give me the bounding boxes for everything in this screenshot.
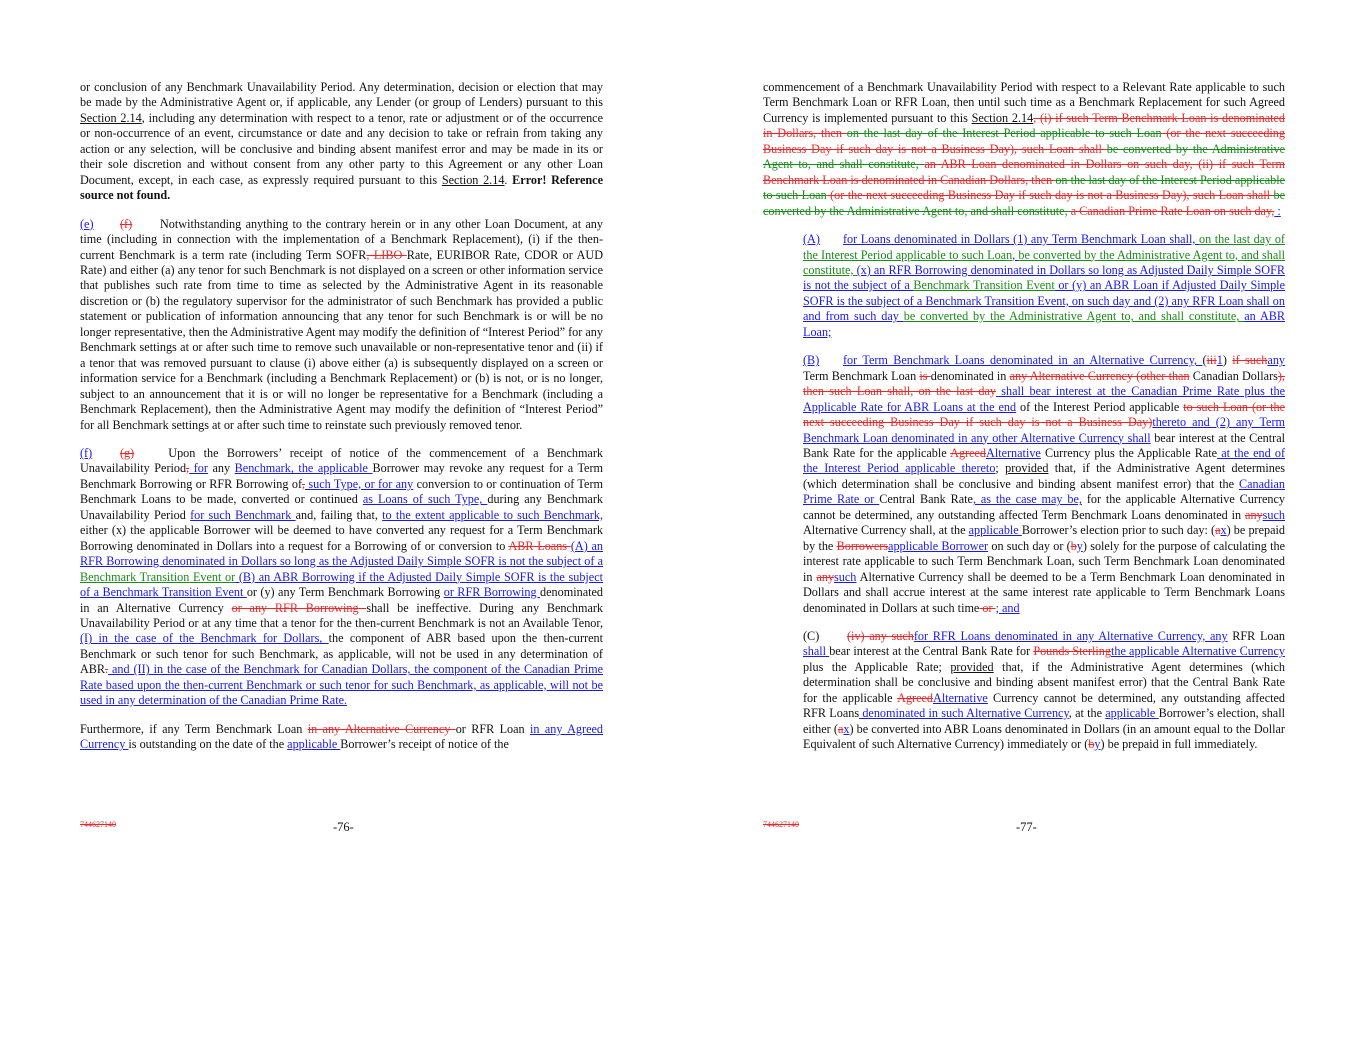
page-77 — [763, 80, 1285, 753]
text-run: is outstanding on the date of the — [128, 737, 288, 752]
inserted-text: applicable — [1105, 706, 1159, 721]
deleted-text: in any Alternative Currency — [307, 721, 456, 736]
inserted-text: to the extent applicable to such Benchmark, — [382, 507, 604, 522]
inserted-text: (B) — [803, 353, 820, 368]
text-run: for the applicable Alternative Currency cannot be determined, any outstanding affected Term Benchmark Loans denominated in — [803, 492, 1286, 522]
text-run: on such day or ( — [988, 538, 1071, 553]
paragraph-number-old — [120, 217, 160, 232]
deleted-text: a — [1215, 523, 1221, 538]
text-run: Currency cannot be determined, any outstanding affected RFR Loans — [803, 690, 1285, 721]
inserted-text: an ABR Loan; — [803, 309, 1285, 339]
inserted-text: (A) an RFR Borrowing denominated in Dollars so long as the Adjusted Daily Simple SOFR is not the subject of a — [80, 538, 604, 569]
moved-text: on the last day of the Interest Period applicable to such Loan — [763, 172, 1285, 203]
text-run: shall be ineffective. During any Benchmark Unavailability Period or at any time that a tenor for the then-current Benchmark is not an Available Tenor, — [80, 600, 604, 630]
text-run: or conclusion of any Benchmark Unavailability Period. Any determination, decision or election that may be made by the Administrative Agent or, if applicable, any Lender (or group of Lenders) pursuant to this — [80, 80, 603, 110]
deleted-text: , — [186, 461, 190, 476]
inserted-text: as Loans of such Type, — [362, 492, 488, 507]
inserted-text: denominated in such Alternative Currency — [859, 706, 1069, 721]
deleted-text: is — [919, 368, 931, 383]
text-run: either (x) the applicable Borrower will be deemed to have converted any request for a Term Benchmark Borrowing denominated in Dollars into a request for a Borrowing of or conversion to — [80, 523, 603, 553]
inserted-text: , as the case may be, — [972, 492, 1082, 507]
subparagraph-a — [763, 232, 1285, 340]
deleted-text: a — [837, 721, 844, 736]
deleted-text: (or the next succeeding Business Day if such day is not a Business Day), such Loan shall — [826, 188, 1274, 203]
deleted-text: any Alternative Currency (other than — [1009, 368, 1190, 383]
text-run: or RFR Loan — [455, 721, 531, 736]
deleted-text: (g) — [120, 445, 135, 460]
paragraph-continuation — [763, 80, 1285, 219]
inserted-text: for RFR Loans denominated in any Alternative Currency, any — [913, 628, 1228, 643]
deleted-text: Borrowers — [836, 538, 889, 553]
text-run: bear interest at the Central Bank Rate for the applicable — [803, 430, 1286, 460]
text-run: ( — [1202, 353, 1207, 368]
text-run: Borrower may revoke any request for a Term Benchmark Borrowing or RFR Borrowing of — [80, 461, 604, 491]
deleted-text: (f) — [120, 216, 133, 231]
text-run: during any Benchmark Unavailability Period — [80, 492, 603, 522]
deleted-text: (or the next succeeding Business Day if such day is not a Business Day), such Loan shall — [763, 126, 1285, 156]
text-run: Canadian Dollars — [1189, 368, 1278, 383]
moved-text: Benchmark Transition Event or — [80, 569, 236, 584]
moved-text: be converted by the Administrative Agent to, and shall constitute, — [763, 141, 1285, 172]
text-run: or (y) any Term Benchmark Borrowing — [246, 585, 444, 600]
text-run: , at the — [1068, 706, 1106, 721]
text-run: that, if the Administrative Agent determines (which determination shall be conclusive and binding absent manifest error) that the — [803, 461, 1285, 491]
inserted-text: any — [1267, 353, 1286, 368]
inserted-text: : — [1274, 203, 1281, 218]
inserted-text: such — [834, 569, 857, 584]
text-run: Central Bank Rate — [879, 492, 973, 507]
text-run: Alternative Currency shall be deemed to be a Term Benchmark Loan denominated in Dollars and shall accrue interest at the same interest rate applicable to Term Benchmark Loans denominated in Dollars at such time — [803, 569, 1285, 615]
inserted-text: Alternative — [986, 445, 1041, 460]
text-run: any — [207, 461, 235, 476]
inserted-text: (B) an ABR Borrowing if the Adjusted Daily Simple SOFR is the subject of a Benchmark Transition Event — [80, 569, 604, 600]
text-run: Rate, EURIBOR Rate, CDOR or AUD Rate) and either (a) any tenor for such Benchmark is not displayed on a screen or other information service that publishes such rate from time to time as selected by the Administrative Agent in its reasonable discretion or (b) the regulatory supervisor for the administrator of such Benchmark has provided a public statement or publication of information announcing that any tenor for such Benchmark is or will be no longer representative, then the Administrative Agent may modify the definition of “Interest Period” for any Benchmark settings at or after such time to remove such unavailable or non-representative tenor and (ii) if a tenor that was removed pursuant to clause (i) above either (a) is subsequently displayed on a screen or information service for a Benchmark (including a Benchmark Replacement) or (b) is not, or is no longer, subject to an announcement that it is or will no longer be representative for a Benchmark (including a Benchmark Replacement), then the Administrative Agent may modify the definition of “Interest Period” for all Benchmark settings at or after such time to reinstate such previously removed tenor. — [80, 247, 603, 432]
deleted-text: Agreed — [897, 690, 934, 705]
text-run: Borrower’s election, shall either ( — [803, 706, 1285, 736]
inserted-text: and (II) in the case of the Benchmark for Canadian Dollars, the component of the Canadian Prime Rate based upon the then-current Benchmark or such tenor for such Benchmark, as applicable, will not be used in any determination of the Canadian Prime Rate. — [80, 662, 603, 708]
document-id: 744627140 — [763, 820, 799, 829]
text-run: bear interest at the Central Bank Rate for — [829, 644, 1034, 659]
text-run: Term Benchmark Loan — [803, 368, 920, 383]
paragraph-number — [80, 217, 120, 232]
deleted-text: any — [1245, 507, 1263, 522]
paragraph-f — [80, 446, 603, 709]
inserted-text: applicable — [287, 737, 341, 752]
inserted-text: Alternative — [933, 690, 988, 705]
moved-text: Benchmark Transition Event — [913, 278, 1055, 293]
inserted-text: in any Agreed Currency — [80, 721, 604, 752]
inserted-text: applicable — [968, 523, 1022, 538]
deleted-text: Agreed — [950, 445, 987, 460]
inserted-text: thereto and (2) any Term Benchmark Loan denominated in any other Alternative Currency shall — [803, 415, 1285, 445]
inserted-text: or RFR Borrowing — [443, 585, 541, 600]
paragraph-number-old — [120, 446, 160, 461]
page-number: -76- — [333, 820, 354, 834]
inserted-text: (A) — [803, 232, 820, 247]
text-run: denominated in an Alternative Currency — [80, 585, 603, 615]
text-run: ; — [995, 461, 1006, 476]
section-reference: Section 2.14 — [441, 172, 505, 187]
text-run: , including any determination with respect to a tenor, rate or adjustment or of the occurrence or non-occurrence of an event, circumstance or date and any decision to take or refrain from taking any action or any selection, will be conclusive and binding absent manifest error and may be made in its or their sole discretion and without consent from any other party to this Agreement or any other Loan Document, except, in each case, as expressly required pursuant to this — [80, 110, 603, 187]
subparagraph-number — [803, 353, 843, 368]
deleted-text: iii — [1206, 353, 1217, 368]
inserted-text: for such Benchmark — [190, 507, 296, 522]
deleted-text: or — [979, 600, 996, 615]
text-run: ) be prepaid by the — [803, 523, 1285, 553]
deleted-text: ABR Loans — [508, 538, 571, 553]
deleted-text: if such — [1232, 353, 1268, 368]
text-run: plus the Applicable Rate; — [803, 659, 951, 674]
deleted-text: ), then such Loan shall, on the last day — [803, 368, 1285, 399]
text-run: Borrower’s receipt of notice of the — [340, 737, 509, 752]
text-run: commencement of a Benchmark Unavailability Period with respect to a Relevant Rate applicable to such Term Benchmark Loan or RFR Loan, then until such time as a Benchmark Replacement for such Agreed Currency is implemented pursuant to this — [763, 80, 1285, 125]
inserted-text: applicable Borrower — [888, 538, 989, 553]
reference-error: Error! Reference source not found. — [80, 172, 604, 203]
text-run: ) be prepaid in full immediately. — [1100, 737, 1258, 752]
text-run: ) — [1222, 353, 1233, 368]
deleted-text: , — [302, 476, 306, 491]
text-run: RFR Loan — [1227, 628, 1285, 643]
inserted-text: y — [1094, 737, 1101, 752]
deleted-text: an ABR Loan denominated in Dollars on such day, (ii) if such Term Benchmark Loan is denominated in Canadian Dollars, then — [763, 157, 1285, 187]
moved-text: be converted by the Administrative Agent to, and shall constitute, — [903, 309, 1245, 324]
text-run: Alternative Currency shall, at the — [803, 523, 969, 538]
deleted-text: a Canadian Prime Rate Loan on such day, — [1070, 203, 1275, 218]
subparagraph-number — [803, 232, 843, 247]
text-run: Currency plus the Applicable Rate — [1040, 445, 1218, 460]
paragraph-e — [80, 217, 603, 433]
text-run: and, failing that, — [295, 507, 383, 522]
text-run: Borrower’s election prior to such day: ( — [1021, 523, 1216, 538]
text-run: denominated in — [930, 368, 1010, 383]
text-run: the component of ABR based upon the then-current Benchmark or such tenor for such Benchmark, as applicable, will not be used in any determination of ABR — [80, 631, 603, 677]
deleted-text: b — [1070, 538, 1077, 553]
page-76 — [80, 80, 603, 753]
text-run: Notwithstanding anything to the contrary herein or in any other Loan Document, at any time (including in connection with the implementation of a Benchmark Replacement), (i) if the then-current Benchmark is a term rate (including Term SOFR — [80, 216, 603, 262]
provided-term: provided — [950, 659, 994, 674]
inserted-text: such — [1262, 507, 1285, 522]
inserted-text: ; and — [995, 600, 1020, 615]
provided-term: provided — [1005, 461, 1049, 476]
document-id: 744627140 — [80, 820, 116, 829]
inserted-text: at the end of the Interest Period applicable thereto — [803, 445, 1285, 476]
inserted-text: x — [843, 721, 850, 736]
inserted-text: or (y) an ABR Loan if Adjusted Daily Simple SOFR is the subject of a Benchmark Transition Event, on such day and (2) any RFR Loan shall on and from such day — [803, 278, 1285, 324]
inserted-text: for Term Benchmark Loans denominated in an Alternative Currency, — [843, 353, 1203, 368]
text-run: conversion to or continuation of Term Benchmark Loans to be made, converted or continued — [80, 476, 603, 507]
inserted-text: Benchmark, the applicable — [234, 461, 373, 476]
paragraph-number — [80, 446, 120, 461]
inserted-text: y — [1076, 538, 1083, 553]
section-reference: Section 2.14 — [80, 110, 142, 125]
subparagraph-b — [763, 353, 1285, 616]
inserted-text: Canadian Prime Rate or — [803, 476, 1285, 507]
inserted-text: shall — [803, 644, 830, 659]
text-run: Upon the Borrowers’ receipt of notice of the commencement of a Benchmark Unavailability Period — [80, 445, 603, 476]
deleted-text: b — [1088, 737, 1095, 752]
subparagraph-number: (C) — [803, 628, 820, 643]
inserted-text: shall bear interest at the Canadian Prime Rate plus the Applicable Rate for ABR Loans at the end — [803, 384, 1285, 414]
paragraph-furthermore — [80, 722, 603, 753]
inserted-text: x — [1220, 523, 1227, 538]
moved-text: be converted by the Administrative Agent to, and shall constitute, — [803, 247, 1286, 277]
text-run: that, if the Administrative Agent determines (which determination shall be conclusive and binding absent manifest error) that the Central Bank Rate for the applicable — [803, 659, 1285, 705]
text-run: Furthermore, if any Term Benchmark Loan — [80, 721, 308, 736]
deleted-text: or any RFR Borrowing — [231, 600, 367, 615]
section-reference: Section 2.14 — [971, 110, 1034, 125]
text-run: ) solely for the purpose of calculating the interest rate applicable to such Term Benchmark Loan, such Term Benchmark Loan denominated in — [803, 538, 1286, 584]
moved-text: on the last day of the Interest Period applicable to such Loan — [803, 232, 1285, 262]
page-number: -77- — [1016, 820, 1037, 834]
inserted-text: (e) — [80, 216, 94, 231]
inserted-text: , — [1012, 247, 1019, 262]
deleted-text: to such Loan (or the next succeeding Business Day if such day is not a Business Day) — [803, 399, 1286, 430]
moved-text: be converted by the Administrative Agent to, and shall constitute, — [763, 188, 1285, 218]
inserted-text: for Loans denominated in Dollars (1) any Term Benchmark Loan shall, — [843, 232, 1199, 247]
text-run: of the Interest Period applicable — [1016, 399, 1184, 414]
subparagraph-c — [763, 629, 1285, 753]
inserted-text: (f) — [80, 445, 93, 460]
inserted-text: 1 — [1216, 353, 1223, 368]
deleted-text: Pounds Sterling — [1033, 644, 1111, 659]
moved-text: on the last day of the Interest Period applicable to such Loan — [846, 126, 1162, 141]
inserted-text: such Type, or for any — [305, 476, 414, 491]
deleted-text: any — [816, 569, 835, 584]
deleted-text: , (i) if such Term Benchmark Loan is denominated in Dollars, then — [763, 110, 1285, 141]
inserted-text: (x) an RFR Borrowing denominated in Dollars so long as Adjusted Daily Simple SOFR is not the subject of a — [803, 262, 1286, 293]
text-run: . — [504, 172, 513, 187]
inserted-text: for — [189, 461, 208, 476]
deleted-text: , LIBO — [366, 247, 407, 262]
deleted-text: (iv) any such — [847, 628, 914, 643]
deleted-text: . — [105, 662, 109, 677]
inserted-text: the applicable Alternative Currency — [1110, 644, 1285, 659]
paragraph-continuation — [80, 80, 603, 204]
inserted-text: (I) in the case of the Benchmark for Dollars, — [80, 631, 329, 646]
text-run: ) be converted into ABR Loans denominated in Dollars (in an amount equal to the Dollar Equivalent of such Alternative Currency) immediately or ( — [803, 721, 1285, 752]
